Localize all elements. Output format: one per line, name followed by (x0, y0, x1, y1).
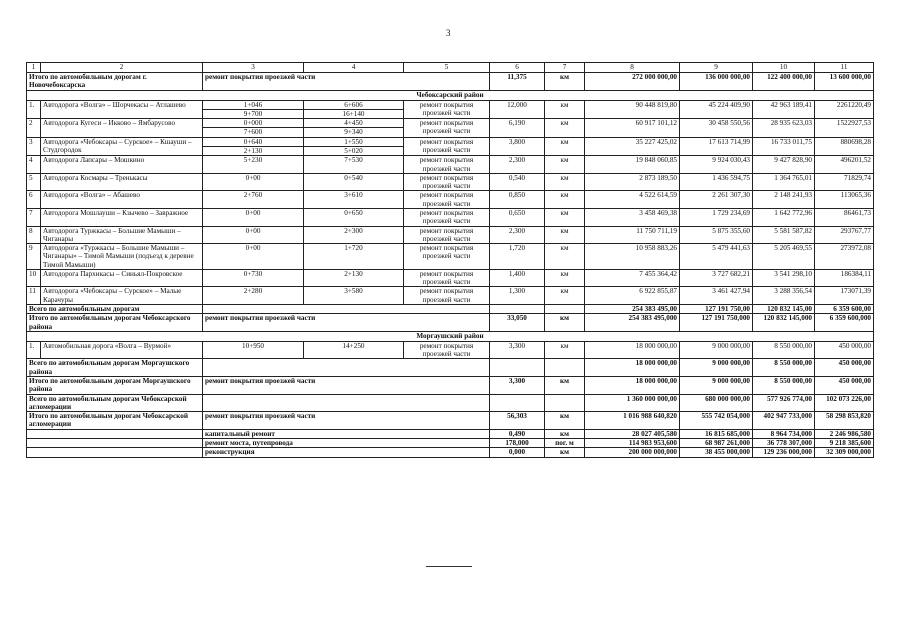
road-name: Автодорога Кугеси – Икково – Ямбарусово (41, 119, 203, 138)
total-row (27, 314, 874, 332)
km-start: 0+000 (203, 119, 304, 128)
total-label (27, 429, 203, 438)
total-row (27, 377, 874, 395)
length: 3,300 (490, 377, 545, 395)
amount-c10: 5 205 469,55 (753, 244, 815, 270)
amount-c9: 680 000 000,00 (680, 394, 753, 412)
amount-c10: 2 148 241,93 (753, 191, 815, 209)
amount-c8: 272 000 000,00 (585, 73, 680, 91)
amount-c9: 136 000 000,00 (680, 73, 753, 91)
amount-c11: 113065,36 (815, 191, 874, 209)
amount-c8: 4 522 614,59 (585, 191, 680, 209)
subtotal-row (27, 438, 874, 447)
table-row (27, 191, 874, 209)
amount-c8: 10 958 883,26 (585, 244, 680, 270)
work-type: ремонт покрытия проезжей части (404, 244, 490, 270)
unit: км (545, 448, 585, 457)
km-end: 5+020 (304, 146, 404, 155)
km-end: 0+540 (304, 173, 404, 191)
amount-c10: 120 832 145,000 (753, 314, 815, 332)
work-type: ремонт покрытия проезжей части (404, 341, 490, 359)
amount-c10: 28 935 623,03 (753, 119, 815, 138)
amount-c11: 6 359 600,00 (815, 305, 874, 314)
amount-c11: 496201,52 (815, 156, 874, 174)
amount-c8: 254 383 495,00 (585, 305, 680, 314)
unit: км (545, 173, 585, 191)
amount-c9: 3 727 682,21 (680, 269, 753, 287)
row-number: 10 (27, 269, 41, 287)
amount-c8: 11 750 711,19 (585, 226, 680, 244)
amount-c11: 86461,73 (815, 208, 874, 226)
length: 178,000 (490, 438, 545, 447)
amount-c9: 5 875 355,60 (680, 226, 753, 244)
unit: км (545, 226, 585, 244)
length: 0,650 (490, 208, 545, 226)
total-label: Итого по автомобильным дорогам г. Новочебоксарска (27, 73, 203, 91)
km-start: 0+00 (203, 226, 304, 244)
row-number: 2 (27, 119, 41, 138)
amount-c11: 186384,11 (815, 269, 874, 287)
km-start: 9+700 (203, 109, 304, 118)
column-number: 11 (815, 63, 874, 73)
amount-c10: 16 733 011,75 (753, 137, 815, 156)
amount-c9: 5 479 441,63 (680, 244, 753, 270)
road-name: Автомобильная дорога «Волга – Вурмой» (41, 341, 203, 359)
unit: км (545, 244, 585, 270)
length: 0,850 (490, 191, 545, 209)
column-number: 6 (490, 63, 545, 73)
unit: км (545, 191, 585, 209)
length: 1,400 (490, 269, 545, 287)
total-label: Всего по автомобильным дорогам Моргаушского района (27, 359, 203, 377)
amount-c10: 42 963 189,41 (753, 100, 815, 119)
amount-c11: 58 298 853,820 (815, 412, 874, 430)
unit: пог. м (545, 438, 585, 447)
km-end: 4+450 (304, 119, 404, 128)
unit: км (545, 208, 585, 226)
column-number: 9 (680, 63, 753, 73)
subtotal-row (27, 448, 874, 457)
amount-c8: 1 016 988 640,820 (585, 412, 680, 430)
amount-c10: 8 550 000,00 (753, 341, 815, 359)
work-type: ремонт покрытия проезжей части (203, 314, 490, 332)
amount-c9: 2 261 307,30 (680, 191, 753, 209)
unit (545, 305, 585, 314)
work-type (203, 359, 490, 377)
amount-c8: 18 000 000,00 (585, 341, 680, 359)
amount-c8: 60 917 101,12 (585, 119, 680, 138)
amount-c11: 102 073 226,00 (815, 394, 874, 412)
table-row (27, 100, 874, 109)
column-numbers-row (27, 63, 874, 73)
work-type: ремонт покрытия проезжей части (203, 377, 490, 395)
total-label: Итого по автомобильным дорогам Моргаушского района (27, 377, 203, 395)
km-end: 2+130 (304, 269, 404, 287)
amount-c9: 9 000 000,00 (680, 377, 753, 395)
length: 3,800 (490, 137, 545, 156)
length: 0,540 (490, 173, 545, 191)
work-type: капитальный ремонт (203, 429, 490, 438)
unit: км (545, 412, 585, 430)
section-row (27, 90, 874, 100)
unit: км (545, 429, 585, 438)
table-row (27, 137, 874, 146)
amount-c10: 1 364 765,01 (753, 173, 815, 191)
total-row (27, 394, 874, 412)
work-type: ремонт покрытия проезжей части (404, 208, 490, 226)
column-number: 2 (41, 63, 203, 73)
km-end: 7+530 (304, 156, 404, 174)
unit: км (545, 156, 585, 174)
length: 2,300 (490, 156, 545, 174)
amount-c8: 254 383 495,000 (585, 314, 680, 332)
km-start: 0+00 (203, 244, 304, 270)
road-name: Автодорога Космары – Тренькасы (41, 173, 203, 191)
amount-c9: 1 729 234,69 (680, 208, 753, 226)
amount-c9: 1 436 594,75 (680, 173, 753, 191)
total-label (27, 438, 203, 447)
amount-c9: 3 461 427,94 (680, 287, 753, 305)
amount-c9: 127 191 750,00 (680, 305, 753, 314)
length: 6,190 (490, 119, 545, 138)
section-title: Моргаушский район (27, 331, 874, 341)
unit: км (545, 269, 585, 287)
amount-c9: 30 458 550,56 (680, 119, 753, 138)
amount-c11: 2261220,49 (815, 100, 874, 119)
length (490, 305, 545, 314)
section-title: Чебоксарский район (27, 90, 874, 100)
road-name: Автодорога Лапсары – Мошкино (41, 156, 203, 174)
amount-c8: 6 922 855,87 (585, 287, 680, 305)
footer-rule (426, 566, 472, 567)
amount-c9: 68 987 261,000 (680, 438, 753, 447)
row-number: 3 (27, 137, 41, 156)
total-row (27, 305, 874, 314)
amount-c11: 2 246 986,580 (815, 429, 874, 438)
km-end: 2+300 (304, 226, 404, 244)
amount-c11: 293767,77 (815, 226, 874, 244)
amount-c11: 32 309 000,000 (815, 448, 874, 457)
amount-c10: 8 964 734,000 (753, 429, 815, 438)
amount-c8: 28 027 405,580 (585, 429, 680, 438)
column-number: 5 (404, 63, 490, 73)
unit: км (545, 100, 585, 119)
work-type: ремонт покрытия проезжей части (404, 173, 490, 191)
length: 11,375 (490, 73, 545, 91)
work-type: ремонт покрытия проезжей части (404, 156, 490, 174)
road-name: Автодорога «Чебоксары – Сурское» – Малые Карачуры (41, 287, 203, 305)
amount-c10: 9 427 828,90 (753, 156, 815, 174)
row-number: 1. (27, 100, 41, 119)
amount-c11: 450 000,00 (815, 359, 874, 377)
table-row (27, 156, 874, 174)
amount-c10: 122 400 000,00 (753, 73, 815, 91)
amount-c10: 402 947 733,000 (753, 412, 815, 430)
km-end: 6+606 (304, 100, 404, 109)
amount-c10: 5 581 587,82 (753, 226, 815, 244)
amount-c8: 18 000 000,00 (585, 359, 680, 377)
work-type: ремонт покрытия проезжей части (404, 119, 490, 138)
unit: км (545, 314, 585, 332)
amount-c9: 9 924 030,43 (680, 156, 753, 174)
length: 2,300 (490, 226, 545, 244)
total-label: Всего по автомобильным дорогам Чебоксарской агломерации (27, 394, 203, 412)
km-start: 2+280 (203, 287, 304, 305)
km-start: 5+230 (203, 156, 304, 174)
amount-c8: 1 360 000 000,00 (585, 394, 680, 412)
work-type: ремонт покрытия проезжей части (404, 100, 490, 119)
length: 3,300 (490, 341, 545, 359)
work-type: ремонт покрытия проезжей части (404, 191, 490, 209)
work-type: ремонт покрытия проезжей части (203, 412, 490, 430)
unit: км (545, 119, 585, 138)
work-type (203, 305, 490, 314)
page-number: 3 (446, 28, 451, 38)
km-start: 7+600 (203, 128, 304, 137)
amount-c9: 9 000 000,00 (680, 341, 753, 359)
column-number: 7 (545, 63, 585, 73)
amount-c9: 16 815 685,000 (680, 429, 753, 438)
table-row (27, 173, 874, 191)
amount-c8: 7 455 364,42 (585, 269, 680, 287)
amount-c10: 129 236 000,000 (753, 448, 815, 457)
section-row (27, 331, 874, 341)
amount-c11: 450 000,00 (815, 341, 874, 359)
amount-c8: 3 458 469,38 (585, 208, 680, 226)
km-start: 0+640 (203, 137, 304, 146)
work-type: ремонт покрытия проезжей части (404, 137, 490, 156)
km-end: 1+550 (304, 137, 404, 146)
amount-c8: 200 000 000,000 (585, 448, 680, 457)
km-start: 10+950 (203, 341, 304, 359)
road-name: Автодорога «Чебоксары – Сурское» – Кшауши – Студгородок (41, 137, 203, 156)
km-end: 3+610 (304, 191, 404, 209)
length: 1,300 (490, 287, 545, 305)
amount-c11: 6 359 600,000 (815, 314, 874, 332)
amount-c11: 71829,74 (815, 173, 874, 191)
km-end: 0+650 (304, 208, 404, 226)
length: 12,000 (490, 100, 545, 119)
km-end: 16+140 (304, 109, 404, 118)
km-start: 2+760 (203, 191, 304, 209)
work-type: ремонт покрытия проезжей части (404, 226, 490, 244)
amount-c11: 13 600 000,00 (815, 73, 874, 91)
amount-c9: 127 191 750,000 (680, 314, 753, 332)
work-type: ремонт покрытия проезжей части (203, 73, 490, 91)
table-row (27, 244, 874, 270)
unit: км (545, 377, 585, 395)
road-name: Автодорога Мошлауши – Кзычево – Завражное (41, 208, 203, 226)
length: 1,720 (490, 244, 545, 270)
total-label (27, 448, 203, 457)
length (490, 359, 545, 377)
column-number: 4 (304, 63, 404, 73)
amount-c9: 17 613 714,99 (680, 137, 753, 156)
amount-c10: 577 926 774,00 (753, 394, 815, 412)
work-type: ремонт моста, путепровода (203, 438, 490, 447)
road-name: Автодорога Туржкасы – Большие Мамыши – Чиганары (41, 226, 203, 244)
table-row (27, 119, 874, 128)
amount-c10: 8 550 000,00 (753, 359, 815, 377)
row-number: 9 (27, 244, 41, 270)
amount-c11: 450 000,00 (815, 377, 874, 395)
amount-c11: 880698,28 (815, 137, 874, 156)
table-row (27, 269, 874, 287)
amount-c11: 1522927,53 (815, 119, 874, 138)
length: 0,000 (490, 448, 545, 457)
km-end: 3+580 (304, 287, 404, 305)
total-label: Итого по автомобильным дорогам Чебоксарской агломерации (27, 412, 203, 430)
column-number: 3 (203, 63, 304, 73)
amount-c9: 38 455 000,000 (680, 448, 753, 457)
km-start: 2+130 (203, 146, 304, 155)
amount-c10: 36 778 307,000 (753, 438, 815, 447)
column-number: 10 (753, 63, 815, 73)
total-label: Всего по автомобильным дорогам (27, 305, 203, 314)
length: 33,050 (490, 314, 545, 332)
column-number: 1 (27, 63, 41, 73)
length (490, 394, 545, 412)
length: 0,490 (490, 429, 545, 438)
subtotal-row (27, 429, 874, 438)
amount-c11: 9 218 385,600 (815, 438, 874, 447)
total-row (27, 412, 874, 430)
row-number: 4 (27, 156, 41, 174)
row-number: 1. (27, 341, 41, 359)
row-number: 8 (27, 226, 41, 244)
amount-c10: 120 832 145,00 (753, 305, 815, 314)
amount-c8: 2 873 189,50 (585, 173, 680, 191)
unit (545, 359, 585, 377)
work-type: ремонт покрытия проезжей части (404, 269, 490, 287)
unit: км (545, 73, 585, 91)
amount-c8: 90 448 819,80 (585, 100, 680, 119)
road-name: Автодорога «Волга» – Абашево (41, 191, 203, 209)
km-end: 1+720 (304, 244, 404, 270)
table-row (27, 287, 874, 305)
row-number: 6 (27, 191, 41, 209)
road-name: Автодорога «Волга» – Шорчекасы – Атлашево (41, 100, 203, 119)
km-start: 0+730 (203, 269, 304, 287)
row-number: 11 (27, 287, 41, 305)
table-row (27, 208, 874, 226)
row-number: 5 (27, 173, 41, 191)
amount-c11: 173071,39 (815, 287, 874, 305)
amount-c10: 1 642 772,96 (753, 208, 815, 226)
unit: км (545, 287, 585, 305)
km-start: 1+046 (203, 100, 304, 109)
work-type: реконструкция (203, 448, 490, 457)
amount-c11: 273972,08 (815, 244, 874, 270)
unit (545, 394, 585, 412)
total-row (27, 359, 874, 377)
row-number: 7 (27, 208, 41, 226)
amount-c8: 114 983 953,600 (585, 438, 680, 447)
amount-c9: 9 000 000,00 (680, 359, 753, 377)
amount-c8: 19 848 060,85 (585, 156, 680, 174)
total-label: Итого по автомобильным дорогам Чебоксарского района (27, 314, 203, 332)
length: 56,303 (490, 412, 545, 430)
work-type: ремонт покрытия проезжей части (404, 287, 490, 305)
unit: км (545, 137, 585, 156)
amount-c10: 8 550 000,00 (753, 377, 815, 395)
road-name: Автодорога Пархикасы – Синьял-Покровское (41, 269, 203, 287)
amount-c8: 35 227 425,02 (585, 137, 680, 156)
column-number: 8 (585, 63, 680, 73)
unit: км (545, 341, 585, 359)
amount-c8: 18 000 000,00 (585, 377, 680, 395)
total-row (27, 73, 874, 91)
table-row (27, 226, 874, 244)
km-start: 0+00 (203, 208, 304, 226)
road-name: Автодорога «Туржкасы – Большие Мамыши – Чиганары» – Тимой Мамыши (подъезд к деревне Тимой Мамыши) (41, 244, 203, 270)
km-end: 9+340 (304, 128, 404, 137)
work-type (203, 394, 490, 412)
amount-c9: 45 224 409,90 (680, 100, 753, 119)
roads-table (26, 62, 874, 458)
km-start: 0+00 (203, 173, 304, 191)
km-end: 14+250 (304, 341, 404, 359)
table-row (27, 341, 874, 359)
amount-c10: 3 541 298,10 (753, 269, 815, 287)
amount-c9: 555 742 054,000 (680, 412, 753, 430)
amount-c10: 3 288 356,54 (753, 287, 815, 305)
